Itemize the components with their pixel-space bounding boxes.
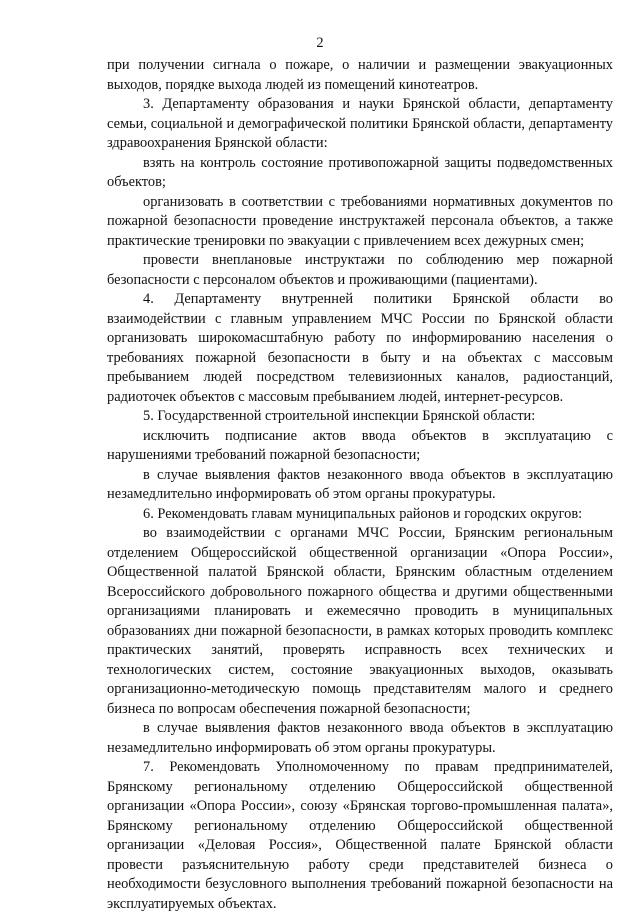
paragraph-fire-protection-control: взять на контроль состояние противопожарной защиты подведомственных объектов; <box>107 154 613 190</box>
paragraph-fire-safety-days: во взаимодействии с органами МЧС России, Брянским региональным отделением Общероссийской общественной организации «Опора России», Общественной палатой Брянской области, Брянским областным отделением Всероссийского добровольного пожарного общества и другими общественными организациями планировать и ежемесячно проводить в муниципальных образованиях дни пожарной безопасности, в рамках которых проводить комплекс практических занятий, проверять исправность всех технических и технологических систем, состояние эвакуационных выходов, оказывать организационно-методическую помощь представителям малого и среднего бизнеса по вопросам обеспечения пожарной безопасности; <box>107 525 613 717</box>
paragraph-cinema-exits: при получении сигнала о пожаре, о наличии и размещении эвакуационных выходов, порядке выхода людей из помещений кинотеатров. <box>107 57 613 93</box>
paragraph-item-4: 4. Департаменту внутренней политики Брянской области во взаимодействии с главным управлением МЧС России по Брянской области организовать широкомасштабную работу по информированию населения о требованиях пожарной безопасности в быту и на объектах с массовым пребыванием людей посредством телевизионных каналов, радиостанций, радиоточек объектов с массовым пребыванием людей, интернет-ресурсов. <box>107 291 613 405</box>
paragraph-inform-prosecutor-2: в случае выявления фактов незаконного ввода объектов в эксплуатацию незамедлительно информировать об этом органы прокуратуры. <box>107 720 613 756</box>
paragraph-item-6: 6. Рекомендовать главам муниципальных районов и городских округов: <box>143 505 583 522</box>
page-number: 2 <box>316 35 324 51</box>
paragraph-item-7: 7. Рекомендовать Уполномоченному по правам предпринимателей, Брянскому региональному отделению Общероссийской общественной организации «Опора России», союзу «Брянская торгово-промышленная палата», Брянскому региональному отделению Общероссийской общественной организации «Деловая Россия», Общественной палате Брянской области провести разъяснительную работу среди представителей бизнеса о необходимости безусловного выполнения требований пожарной безопасности на эксплуатируемых объектах. <box>107 759 613 912</box>
paragraph-inform-prosecutor-1: в случае выявления фактов незаконного ввода объектов в эксплуатацию незамедлительно информировать об этом органы прокуратуры. <box>107 466 613 502</box>
paragraph-unscheduled-briefings: провести внеплановые инструктажи по соблюдению мер пожарной безопасности с персоналом объектов и проживающими (пациентами). <box>107 252 613 288</box>
paragraph-item-3: 3. Департаменту образования и науки Брянской области, департаменту семьи, социальной и демографической политики Брянской области, департаменту здравоохранения Брянской области: <box>107 96 613 151</box>
paragraph-staff-briefings: организовать в соответствии с требованиями нормативных документов по пожарной безопасности проведение инструктажей персонала объектов, а также практические тренировки по эвакуации с привлечением всех дежурных смен; <box>107 193 613 249</box>
paragraph-item-5: 5. Государственной строительной инспекции Брянской области: <box>143 408 536 424</box>
document-body <box>107 56 613 914</box>
paragraph-exclude-acceptance: исключить подписание актов ввода объектов в эксплуатацию с нарушениями требований пожарной безопасности; <box>107 427 613 463</box>
